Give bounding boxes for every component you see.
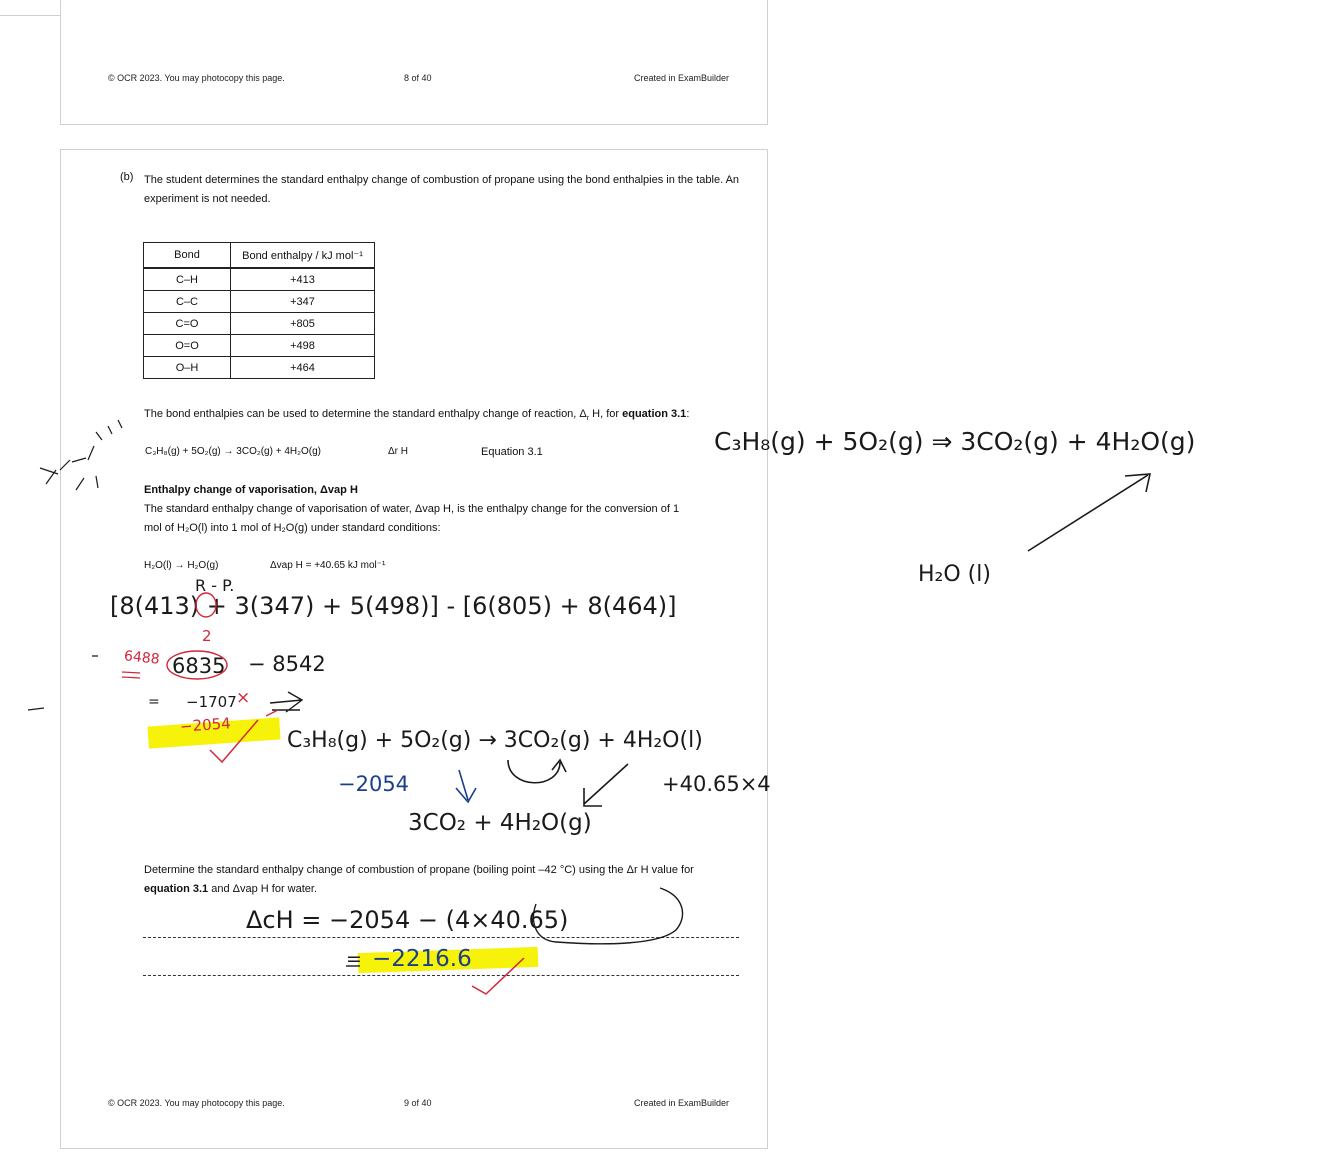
vaporisation-equation: H₂O(l) → H₂O(g) [144, 560, 219, 571]
equation-enthalpy-symbol: Δr H [388, 446, 409, 457]
handwritten-answer-line2: −2216.6 [372, 946, 472, 972]
handwritten-working-line: [8(413) + 3(347) + 5(498)] - [6(805) + 8(464)] [110, 592, 677, 620]
table-cell-bond: O=O [144, 335, 231, 357]
question-intro: The student determines the standard enthalpy change of combustion of propane using the bond enthalpies in the table. An experiment is not needed. [144, 174, 740, 205]
handwritten-answer-equals: = [346, 948, 362, 970]
vaporisation-value: Δvap H = +40.65 kJ mol⁻¹ [270, 560, 386, 571]
table-cell-value: +805 [231, 313, 375, 335]
bond-enthalpy-sentence: The bond enthalpies can be used to determine the standard enthalpy change of reaction, $\Delta_r$ H, for equation 3.1: [144, 408, 690, 423]
handwritten-6835: 6835 [172, 654, 226, 678]
handwritten-correction-2: 2 [202, 627, 212, 645]
vaporisation-heading: Enthalpy change of vaporisation, Δvap H [144, 484, 358, 496]
handwritten-cycle-bottom: 3CO₂ + 4H₂O(g) [408, 810, 592, 836]
sentence-part: : [686, 408, 690, 420]
footer-page-number: 9 of 40 [404, 1098, 432, 1108]
handwritten-cycle-top: C₃H₈(g) + 5O₂(g) → 3CO₂(g) + 4H₂O(l) [287, 728, 703, 753]
handwritten-answer-line1: ΔcH = −2054 − (4×40.65) [246, 906, 569, 934]
table-cell-value: +347 [231, 291, 375, 313]
footer-copyright: © OCR 2023. You may photocopy this page. [108, 73, 285, 83]
sentence-part: and Δvap H for water. [208, 883, 318, 895]
table-cell-value: +498 [231, 335, 375, 357]
handwritten-equals: = [148, 694, 160, 710]
handwritten-cycle-left: −2054 [338, 772, 410, 796]
handwritten-minus-8542: − 8542 [248, 652, 326, 676]
handwritten-2054: −2054 [179, 714, 232, 736]
handwritten-cycle-right: +40.65×4 [662, 772, 771, 796]
footer-copyright: © OCR 2023. You may photocopy this page. [108, 1098, 285, 1108]
handwritten-h2o-liquid: H₂O (l) [918, 562, 991, 587]
handwritten-r-minus-p: R - P. [195, 576, 235, 595]
handwritten-equation-right: C₃H₈(g) + 5O₂(g) ⇒ 3CO₂(g) + 4H₂O(g) [714, 427, 1196, 456]
handwritten-6488: 6488 [123, 648, 161, 668]
question-part-label: (b) [120, 171, 134, 183]
equation-3-1: C₃H₈(g) + 5O₂(g) → 3CO₂(g) + 4H₂O(g) [145, 446, 322, 457]
wrong-mark: × [236, 688, 251, 708]
table-cell-value: +413 [231, 268, 375, 291]
equation-label: Equation 3.1 [481, 446, 543, 458]
table-cell-bond: C–C [144, 291, 231, 313]
table-cell-bond: O–H [144, 357, 231, 379]
footer-exambuilder: Created in ExamBuilder [634, 73, 730, 83]
vaporisation-text-line2: mol of H₂O(l) into 1 mol of H₂O(g) under standard conditions: [144, 522, 441, 534]
equation-reference: equation 3.1 [622, 408, 687, 420]
footer-exambuilder: Created in ExamBuilder [634, 1098, 730, 1108]
equation-reference: equation 3.1 [144, 883, 209, 895]
sentence-part: H, for [589, 408, 623, 420]
sentence-part: The bond enthalpies can be used to determine the standard enthalpy change of reaction, Δ [144, 408, 587, 420]
handwritten-1707: −1707 [186, 693, 237, 711]
footer-page-number: 8 of 40 [404, 73, 432, 83]
table-cell-value: +464 [231, 357, 375, 379]
table-cell-bond: C–H [144, 268, 231, 291]
table-header-bond: Bond [144, 243, 231, 269]
table-header-enthalpy: Bond enthalpy / kJ mol⁻¹ [231, 243, 375, 269]
vaporisation-text-line1: The standard enthalpy change of vaporisation of water, Δvap H, is the enthalpy change for the conversion of 1 [144, 503, 680, 515]
table-cell-bond: C=O [144, 313, 231, 335]
determine-text-line1: Determine the standard enthalpy change of combustion of propane (boiling point –42 °C) using the Δr H value for [144, 864, 694, 876]
